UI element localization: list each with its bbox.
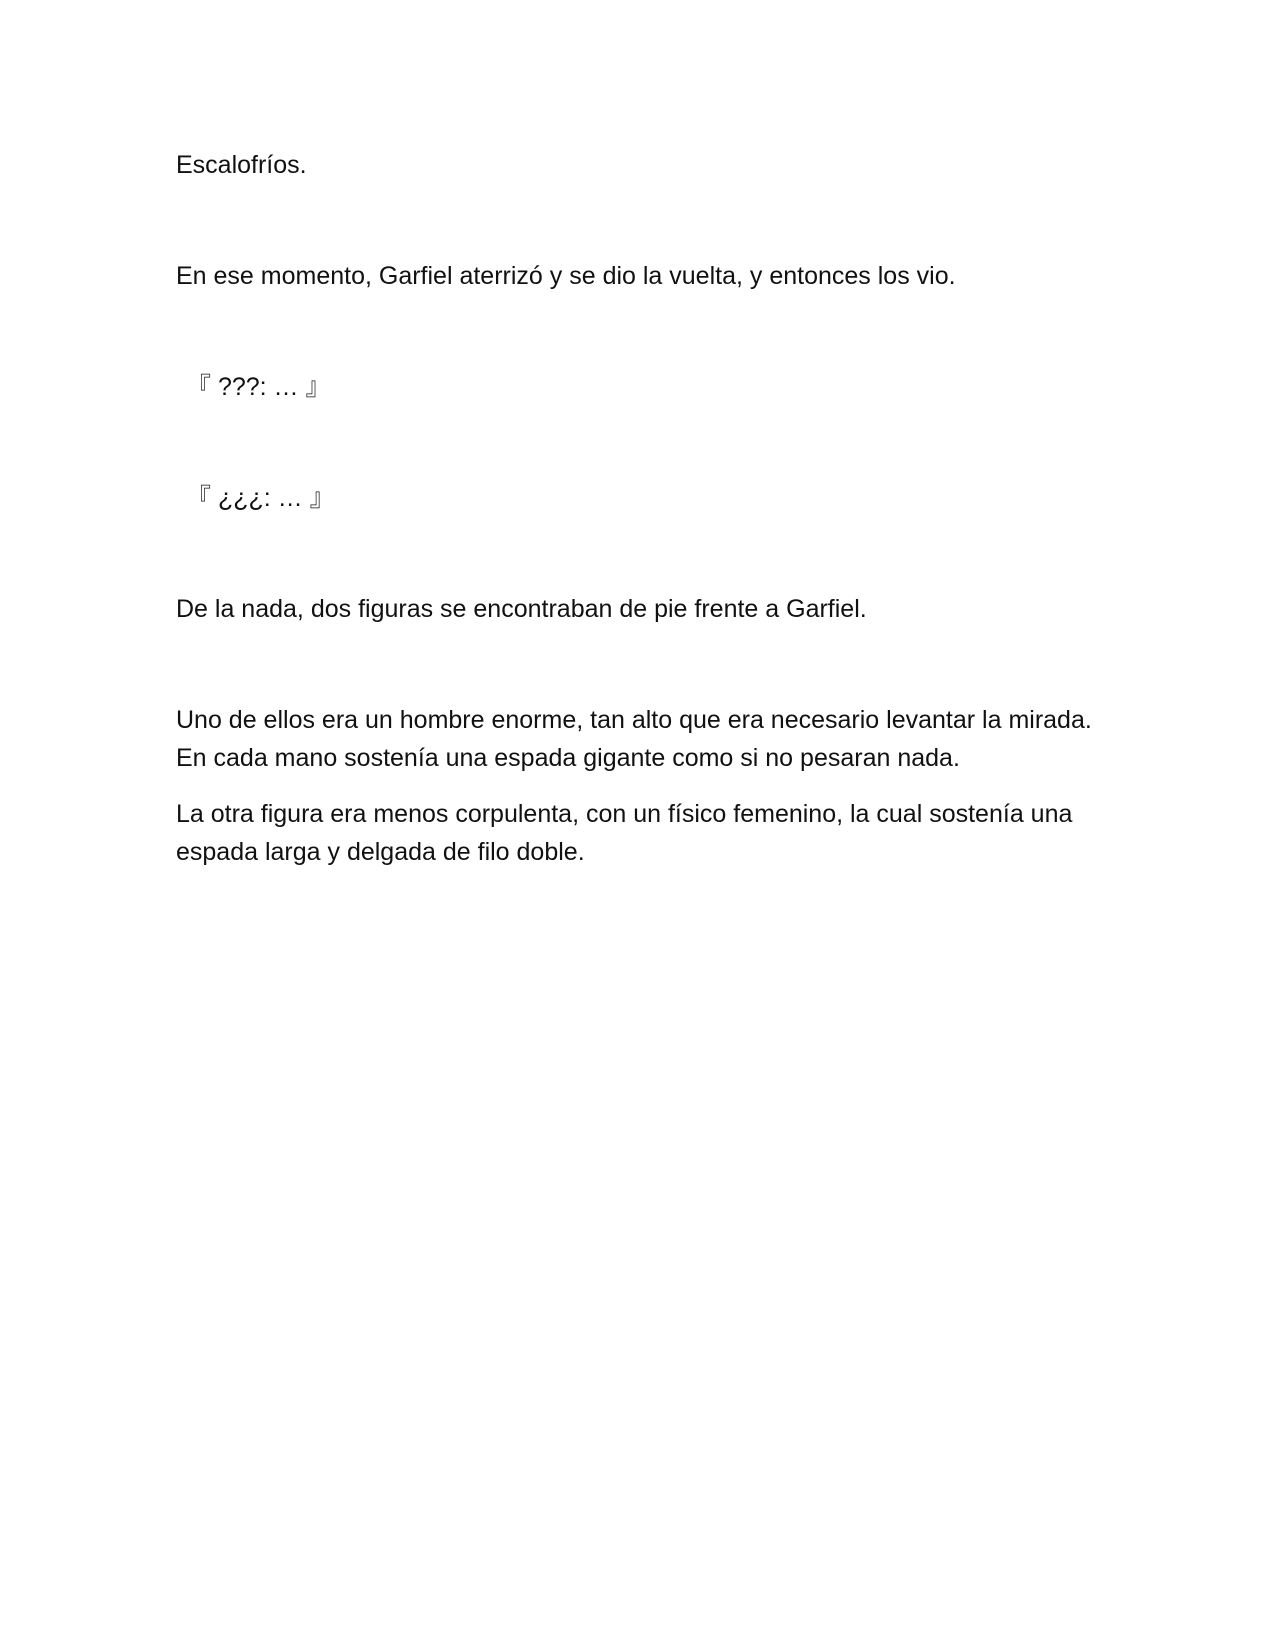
paragraph-garfiel-lands: En ese momento, Garfiel aterrizó y se dio la vuelta, y entonces los vio. [176, 262, 956, 290]
dialogue-line-unknown-2: 『 ¿¿¿: … 』 [186, 484, 335, 512]
paragraph-two-figures: De la nada, dos figuras se encontraban de pie frente a Garfiel. [176, 595, 867, 623]
paragraph-female-figure: La otra figura era menos corpulenta, con un físico femenino, la cual sostenía una espada larga y delgada de filo doble. [176, 800, 1073, 866]
paragraph-huge-man: Uno de ellos era un hombre enorme, tan alto que era necesario levantar la mirada. En cada mano sostenía una espada gigante como si no pesaran nada. [176, 706, 1092, 772]
dialogue-line-unknown-1: 『 ???: … 』 [186, 373, 331, 401]
paragraph-chills: Escalofríos. [176, 151, 307, 179]
